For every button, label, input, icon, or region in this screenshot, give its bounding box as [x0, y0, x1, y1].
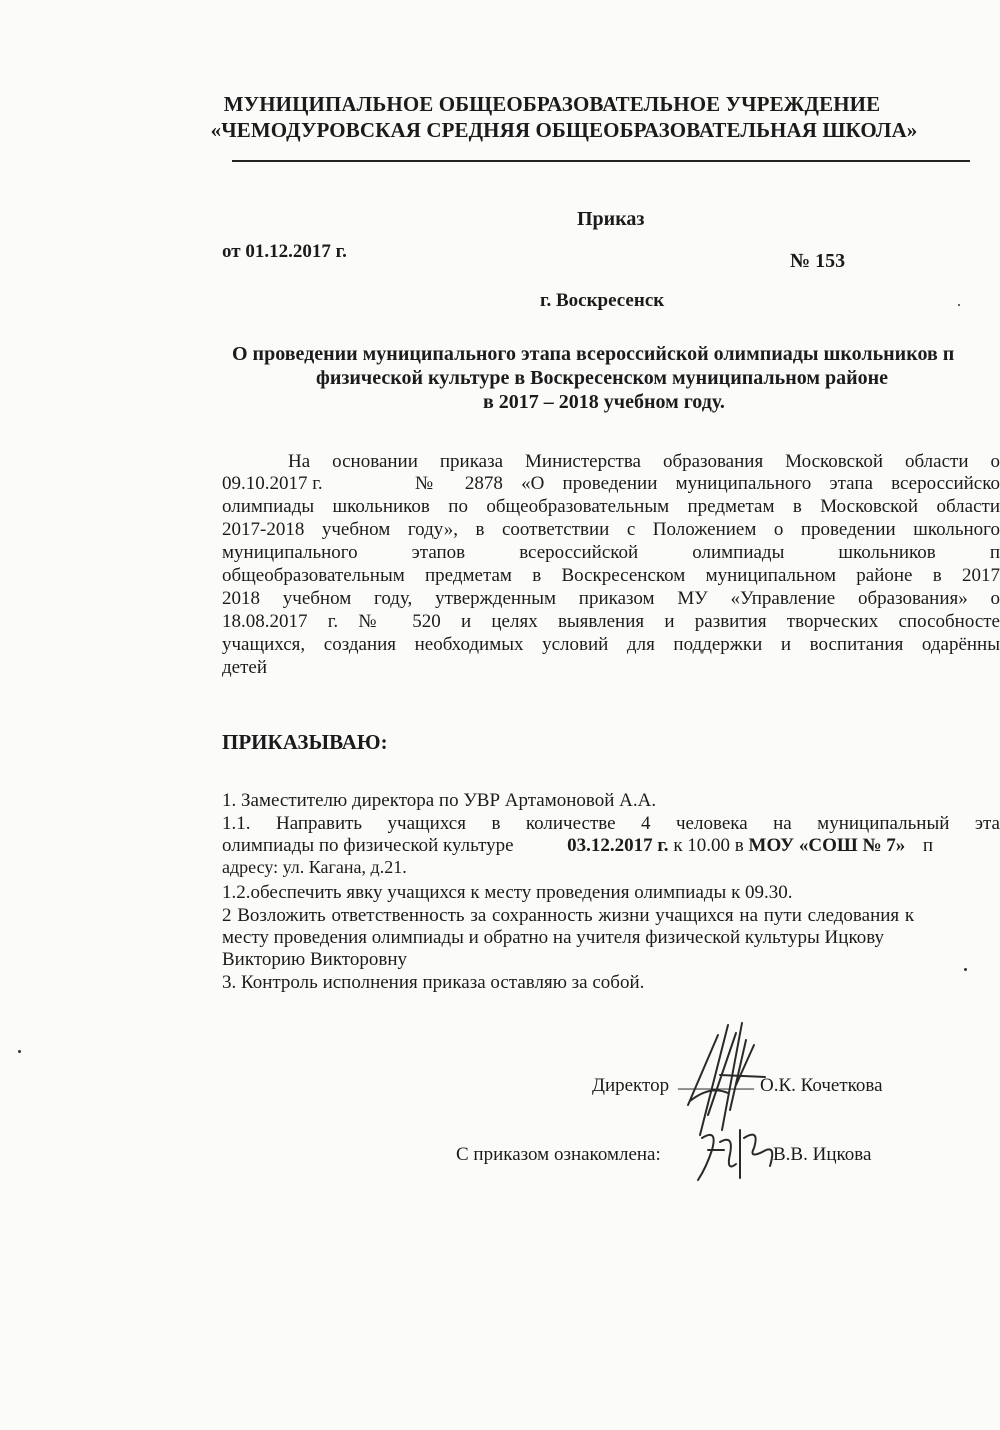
item-3: 3. Контроль исполнения приказа оставляю за собой. [222, 972, 645, 993]
item-1-1-time: к 10.00 в [673, 835, 744, 856]
item-1-1-date: 03.12.2017 г. [567, 835, 669, 856]
preamble-line: На основании приказа Министерства образования Московской области о [288, 451, 1000, 472]
subject-line3: в 2017 – 2018 учебном году. [483, 391, 725, 413]
item-1-1-school: МОУ «СОШ № 7» [748, 835, 906, 856]
preamble-line: № 2878 «О проведении муниципального этапа всероссийско [415, 473, 1000, 494]
item-1-1-line2 [222, 835, 933, 857]
item-1-1-tail: п [922, 835, 933, 856]
scan-speck [964, 968, 967, 971]
acknowledgement-name: В.В. Ицкова [773, 1144, 872, 1165]
order-title: Приказ [577, 208, 645, 230]
preamble-line: олимпиады школьников по общеобразовательным предметам в Московской области [222, 496, 1000, 517]
preamble-line: учащихся, создания необходимых условий для поддержки и воспитания одарённы [222, 634, 1000, 655]
order-number: № 153 [790, 250, 846, 272]
preamble-line: общеобразовательным предметам в Воскресенском муниципальном районе в 2017 [222, 565, 1000, 586]
item-2-line3: Викторию Викторовну [222, 949, 407, 970]
preamble-line: 09.10.2017 г. [222, 473, 323, 494]
item-2-line1: 2 Возложить ответственность за сохранность жизни учащихся на пути следования к [222, 905, 915, 926]
item-1-1-line1: 1.1. Направить учащихся в количестве 4 человека на муниципальный эта [222, 813, 1000, 834]
item-1-2: 1.2.обеспечить явку учащихся к месту проведения олимпиады к 09.30. [222, 882, 793, 903]
item-1-1-text: олимпиады по физической культуре [222, 835, 514, 856]
institution-name-line2: «ЧЕМОДУРОВСКАЯ СРЕДНЯЯ ОБЩЕОБРАЗОВАТЕЛЬНАЯ ШКОЛА» [210, 118, 918, 142]
item-2-line2: месту проведения олимпиады и обратно на учителя физической культуры Ицкову [222, 927, 885, 948]
scan-speck [18, 1050, 21, 1053]
acknowledgement-label: С приказом ознакомлена: [456, 1144, 661, 1165]
director-label: Директор [592, 1075, 670, 1096]
director-name: О.К. Кочеткова [760, 1075, 883, 1096]
subject-line2: физической культуре в Воскресенском муниципальном районе [316, 367, 889, 389]
preamble-line: 2018 учебном году, утвержденным приказом МУ «Управление образования» о [222, 588, 1000, 609]
preamble-line: 18.08.2017 г. № 520 и целях выявления и развития творческих способносте [222, 611, 1000, 632]
preamble-line: муниципального этапов всероссийской олимпиады школьников п [222, 542, 1000, 563]
item-1-1-line3: адресу: ул. Кагана, д.21. [222, 857, 407, 877]
order-date: от 01.12.2017 г. [222, 241, 347, 262]
preamble-line: детей [222, 657, 268, 678]
item-1: 1. Заместителю директора по УВР Артамоновой А.А. [222, 790, 657, 811]
order-city: г. Воскресенск [540, 290, 665, 311]
director-signature-line: ________ [678, 1071, 754, 1092]
institution-name-line1: МУНИЦИПАЛЬНОЕ ОБЩЕОБРАЗОВАТЕЛЬНОЕ УЧРЕЖДЕНИЕ [223, 92, 881, 116]
header-divider [232, 160, 970, 162]
subject-line1: О проведении муниципального этапа всероссийской олимпиады школьников п [232, 343, 955, 365]
order-directive-heading: ПРИКАЗЫВАЮ: [222, 730, 388, 754]
preamble-line: 2017-2018 учебном году», в соответствии с Положением о проведении школьного [222, 519, 1000, 540]
acknowledgement-signature [690, 1120, 785, 1190]
scan-speck [958, 304, 960, 306]
